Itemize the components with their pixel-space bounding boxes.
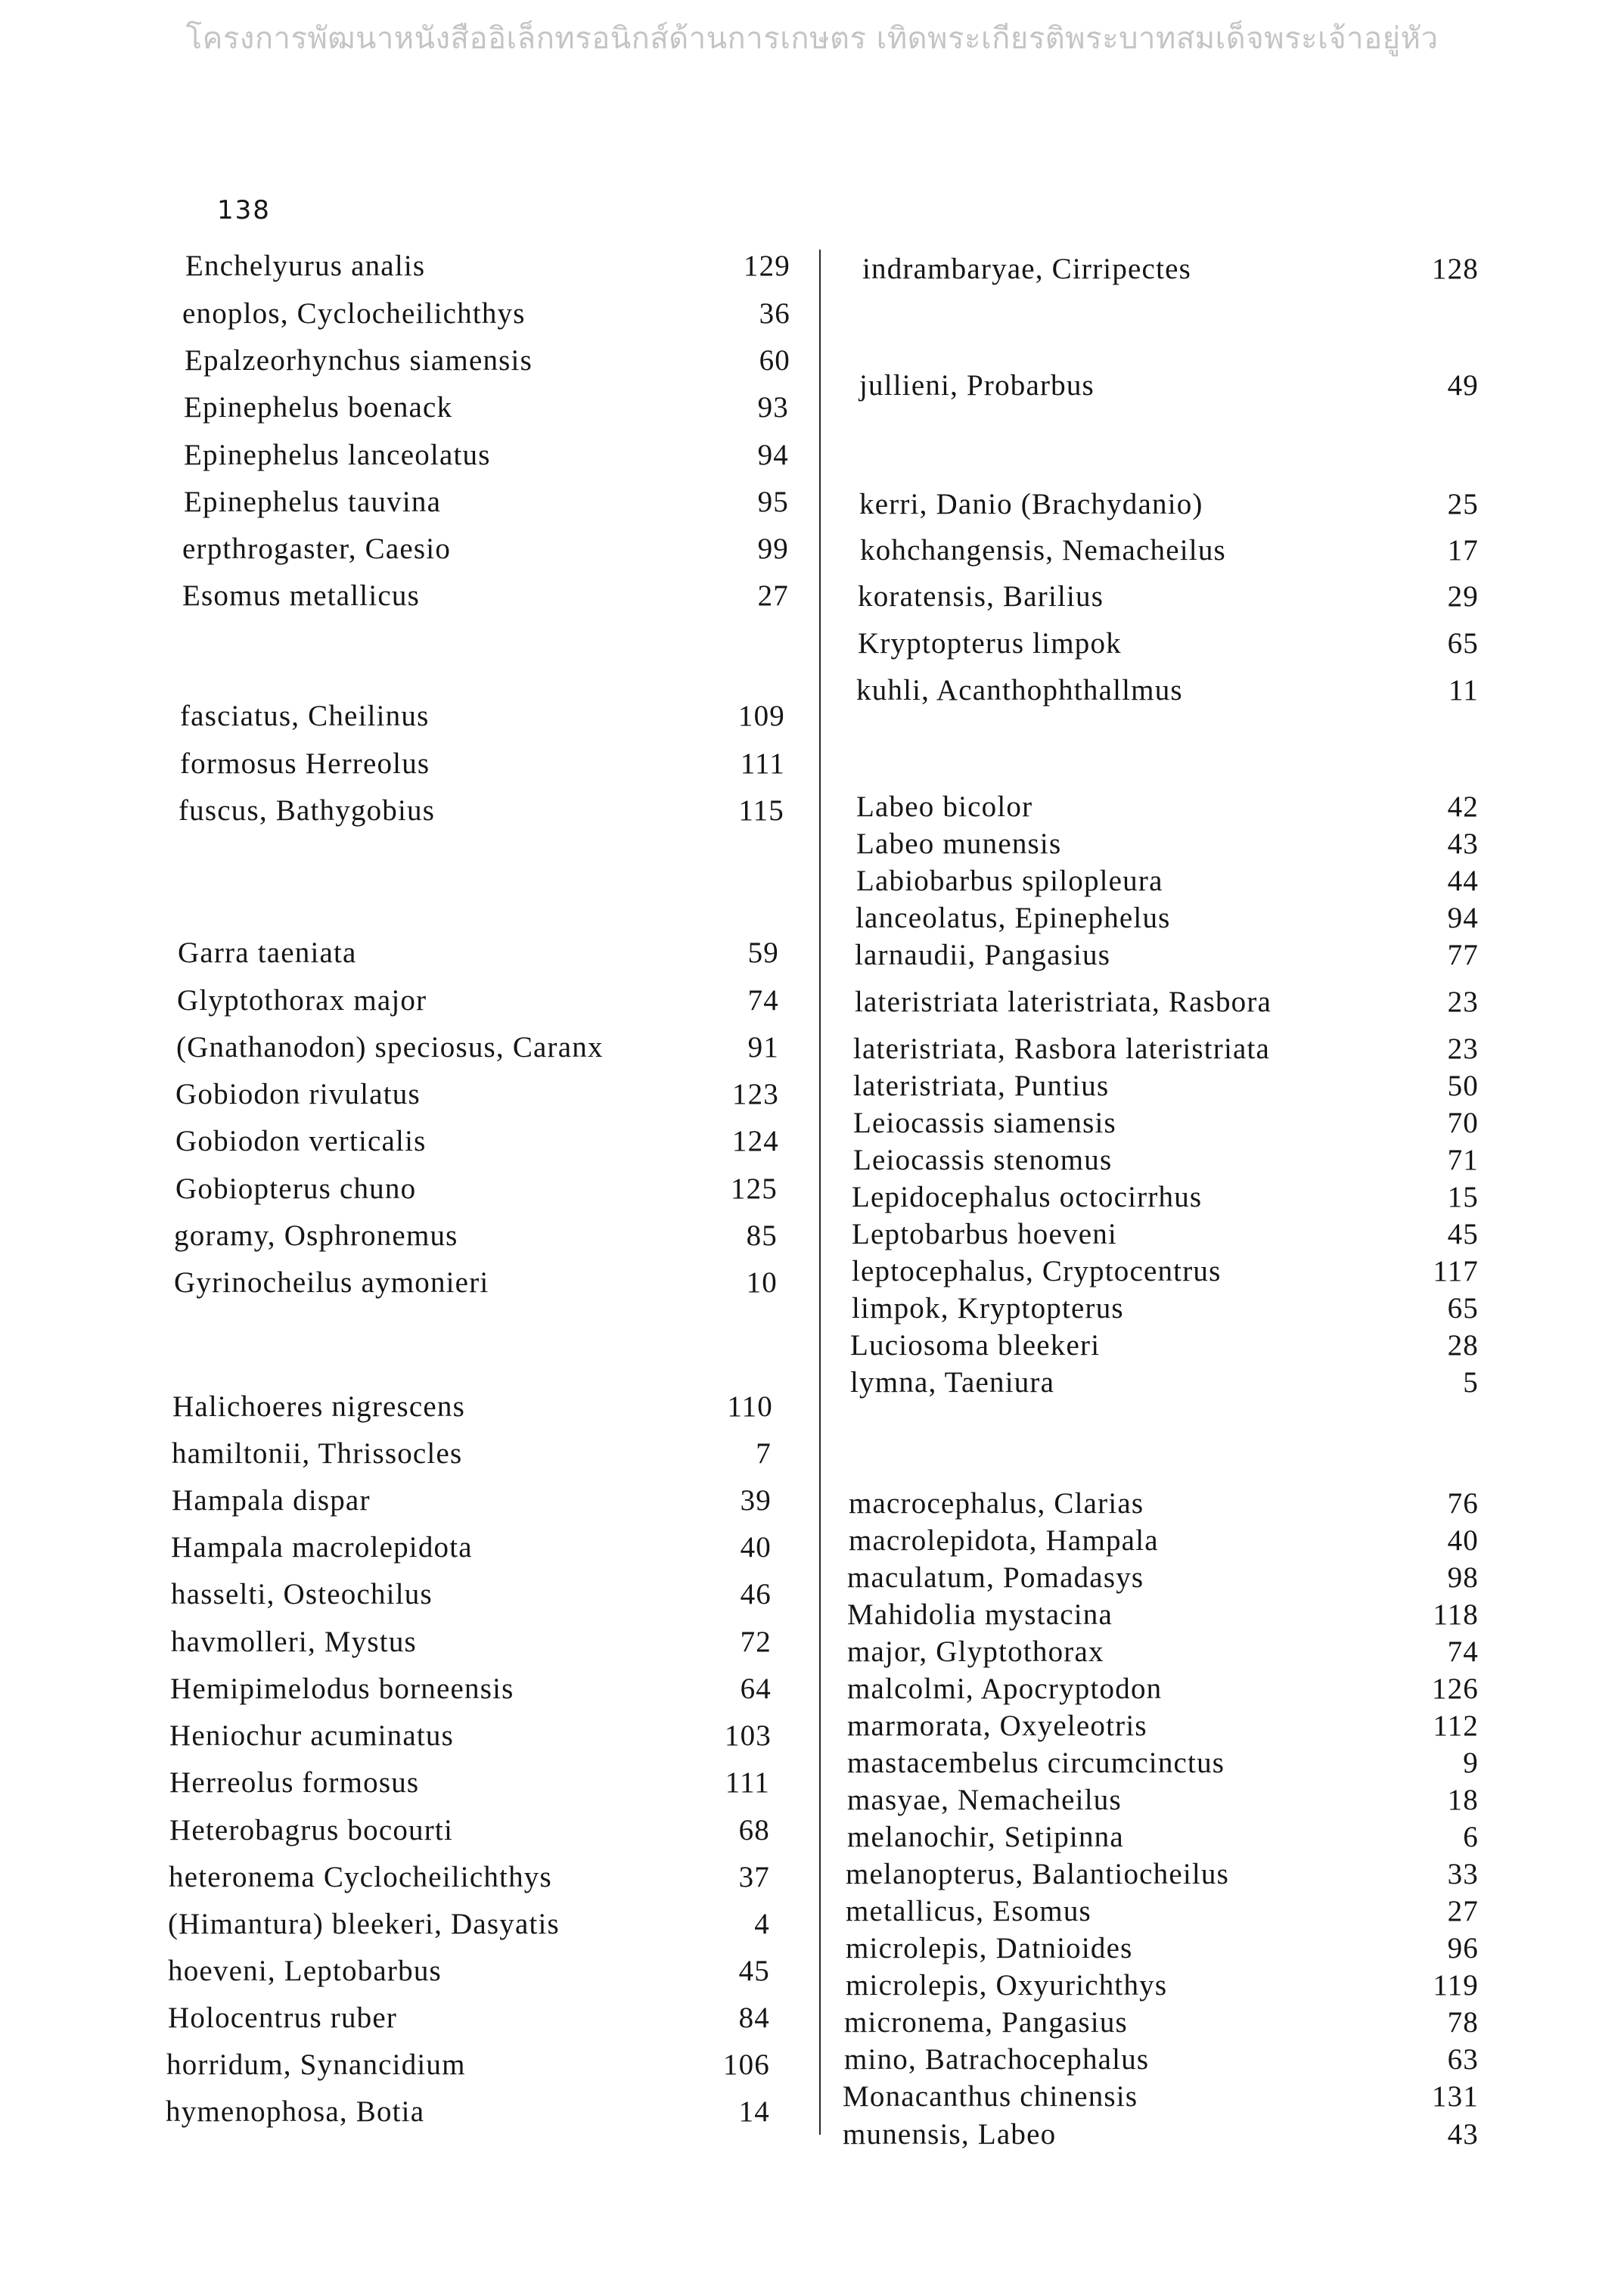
- species-name: fasciatus, Cheilinus: [180, 700, 430, 732]
- page-reference: 5: [1463, 1366, 1479, 1399]
- index-entry: [184, 439, 789, 472]
- species-name: Gobiopterus chuno: [175, 1172, 417, 1205]
- index-entry: [169, 1766, 770, 1800]
- index-entry: [852, 1292, 1479, 1325]
- page-reference: 94: [1447, 902, 1479, 934]
- species-name: hymenophosa, Botia: [166, 2095, 425, 2128]
- index-entry: [859, 488, 1479, 521]
- page-reference: 46: [740, 1578, 772, 1610]
- index-entry: [853, 1144, 1479, 1177]
- page-reference: 112: [1433, 1710, 1479, 1742]
- index-entry: [172, 1437, 772, 1471]
- index-entry: [855, 986, 1479, 1019]
- page-reference: 60: [759, 344, 790, 377]
- page-reference: 118: [1433, 1598, 1479, 1631]
- species-name: hamiltonii, Thrissocles: [172, 1437, 463, 1470]
- page-reference: 78: [1447, 2006, 1479, 2039]
- page-reference: 125: [730, 1172, 778, 1205]
- species-name: major, Glyptothorax: [847, 1635, 1104, 1668]
- index-entry: [850, 1329, 1479, 1362]
- species-name: lymna, Taeniura: [850, 1366, 1055, 1399]
- species-name: lateristriata lateristriata, Rasbora: [855, 986, 1272, 1018]
- page-reference: 84: [738, 2002, 770, 2034]
- page-number: 138: [217, 195, 271, 225]
- species-name: masyae, Nemacheilus: [847, 1784, 1122, 1816]
- index-entry: [858, 580, 1479, 613]
- page-reference: 65: [1447, 1292, 1479, 1325]
- page-reference: 42: [1447, 790, 1479, 823]
- index-entry: [847, 1561, 1479, 1595]
- index-entry: [855, 939, 1479, 972]
- species-name: Labeo munensis: [856, 828, 1062, 860]
- page-reference: 29: [1447, 580, 1479, 613]
- page-reference: 45: [738, 1955, 770, 1987]
- index-entry: [168, 1955, 770, 1988]
- index-entry: [179, 794, 784, 828]
- index-entry: [184, 391, 789, 424]
- index-entry: [182, 297, 790, 331]
- page-reference: 39: [740, 1484, 772, 1517]
- species-name: lateristriata, Puntius: [853, 1070, 1110, 1102]
- species-name: Glyptothorax major: [177, 984, 427, 1017]
- page-reference: 111: [740, 747, 785, 780]
- page-reference: 70: [1447, 1107, 1479, 1139]
- index-entry: [856, 828, 1479, 861]
- page-reference: 33: [1447, 1858, 1479, 1890]
- index-entry: [855, 902, 1479, 935]
- species-name: (Himantura) bleekeri, Dasyatis: [168, 1908, 560, 1940]
- index-entry: [843, 2118, 1479, 2151]
- page-reference: 15: [1447, 1181, 1479, 1213]
- index-entry: [844, 2006, 1479, 2039]
- index-right-column: [832, 0, 1624, 2289]
- page-reference: 110: [727, 1390, 773, 1423]
- species-name: Herreolus formosus: [169, 1766, 420, 1799]
- index-entry: [858, 627, 1479, 660]
- index-entry: [177, 984, 779, 1017]
- page-reference: 37: [738, 1861, 770, 1893]
- index-entry: [853, 1033, 1479, 1066]
- species-name: fuscus, Bathygobius: [179, 794, 436, 827]
- page-reference: 124: [731, 1125, 779, 1157]
- species-name: Epinephelus lanceolatus: [184, 439, 491, 471]
- index-entry: [856, 674, 1479, 707]
- index-entry: [847, 1747, 1479, 1780]
- species-name: Monacanthus chinensis: [843, 2080, 1138, 2113]
- species-name: maculatum, Pomadasys: [847, 1561, 1144, 1594]
- index-entry: [174, 1219, 778, 1253]
- page-reference: 95: [757, 486, 789, 518]
- species-name: Lepidocephalus octocirrhus: [852, 1181, 1203, 1213]
- page-reference: 74: [1447, 1635, 1479, 1668]
- species-name: marmorata, Oxyeleotris: [847, 1710, 1147, 1742]
- page-reference: 43: [1447, 828, 1479, 860]
- page-reference: 68: [738, 1814, 770, 1846]
- page-reference: 9: [1463, 1747, 1479, 1779]
- page-reference: 25: [1447, 488, 1479, 520]
- index-entry: [853, 1070, 1479, 1103]
- species-name: enoplos, Cyclocheilichthys: [182, 297, 526, 330]
- index-entry: [847, 1784, 1479, 1817]
- index-entry: [166, 2095, 770, 2129]
- index-entry: [170, 1672, 772, 1706]
- page-reference: 109: [737, 700, 785, 732]
- species-name: (Gnathanodon) speciosus, Caranx: [176, 1031, 604, 1064]
- index-entry: [171, 1626, 772, 1659]
- index-entry: [182, 533, 789, 566]
- species-name: Holocentrus ruber: [168, 2002, 398, 2034]
- page-reference: 7: [756, 1437, 772, 1470]
- species-name: Mahidolia mystacina: [847, 1598, 1113, 1631]
- index-entry: [175, 1078, 779, 1111]
- watermark-header: โครงการพัฒนาหนังสืออิเล็กทรอนิกส์ด้านการเกษตร เทิดพระเกียรติพระบาทสมเด็จพระเจ้าอยู่หัว: [185, 21, 1439, 56]
- index-entry: [860, 534, 1479, 567]
- species-name: Heniochur acuminatus: [169, 1719, 454, 1752]
- index-entry: [172, 1390, 773, 1424]
- index-entry: [175, 1172, 778, 1206]
- index-entry: [844, 2043, 1479, 2076]
- species-name: metallicus, Esomus: [846, 1895, 1091, 1927]
- page-reference: 23: [1447, 1033, 1479, 1065]
- species-name: formosus Herreolus: [180, 747, 430, 780]
- page-reference: 71: [1447, 1144, 1479, 1176]
- species-name: larnaudii, Pangasius: [855, 939, 1111, 971]
- page-reference: 49: [1447, 369, 1479, 402]
- index-entry: [849, 1524, 1479, 1558]
- page-reference: 131: [1431, 2080, 1479, 2113]
- page-reference: 63: [1447, 2043, 1479, 2076]
- index-entry: [176, 1031, 779, 1064]
- species-name: jullieni, Probarbus: [859, 369, 1095, 402]
- index-entry: [862, 253, 1479, 286]
- page-reference: 129: [743, 250, 790, 282]
- species-name: Epalzeorhynchus siamensis: [185, 344, 533, 377]
- page-reference: 27: [1447, 1895, 1479, 1927]
- page-reference: 91: [747, 1031, 779, 1064]
- page-reference: 106: [722, 2048, 770, 2081]
- page-reference: 18: [1447, 1784, 1479, 1816]
- index-entry: [185, 250, 790, 283]
- species-name: lateristriata, Rasbora lateristriata: [853, 1033, 1271, 1065]
- species-name: heteronema Cyclocheilichthys: [169, 1861, 552, 1893]
- page-reference: 72: [740, 1626, 772, 1658]
- page-reference: 14: [738, 2095, 770, 2128]
- page-reference: 98: [1447, 1561, 1479, 1594]
- species-name: hoeveni, Leptobarbus: [168, 1955, 442, 1987]
- index-entry: [166, 2048, 770, 2082]
- species-name: Kryptopterus limpok: [858, 627, 1122, 660]
- page-reference: 44: [1447, 865, 1479, 897]
- page-reference: 64: [740, 1672, 772, 1705]
- page-reference: 11: [1449, 674, 1479, 707]
- page-reference: 93: [757, 391, 789, 424]
- species-name: micronema, Pangasius: [844, 2006, 1128, 2039]
- index-entry: [843, 2080, 1479, 2114]
- index-entry: [846, 1858, 1479, 1891]
- species-name: Heterobagrus bocourti: [169, 1814, 454, 1846]
- page-reference: 4: [754, 1908, 770, 1940]
- index-entry: [852, 1181, 1479, 1214]
- page-reference: 36: [759, 297, 790, 330]
- index-entry: [847, 1821, 1479, 1854]
- page-reference: 28: [1447, 1329, 1479, 1362]
- page-reference: 126: [1431, 1672, 1479, 1705]
- index-entry: [178, 936, 779, 970]
- page-reference: 123: [731, 1078, 779, 1110]
- page-reference: 96: [1447, 1932, 1479, 1964]
- index-entry: [171, 1578, 772, 1611]
- page-reference: 119: [1433, 1969, 1479, 2002]
- species-name: Hemipimelodus borneensis: [170, 1672, 514, 1705]
- page-reference: 94: [757, 439, 789, 471]
- index-entry: [847, 1710, 1479, 1743]
- page-reference: 74: [747, 984, 779, 1017]
- species-name: Leptobarbus hoeveni: [852, 1218, 1117, 1250]
- index-entry: [852, 1218, 1479, 1251]
- page-reference: 103: [724, 1719, 772, 1752]
- index-entry: [859, 369, 1479, 402]
- index-entry: [184, 486, 789, 519]
- page-reference: 40: [1447, 1524, 1479, 1557]
- species-name: Epinephelus tauvina: [184, 486, 442, 518]
- index-entry: [846, 1895, 1479, 1928]
- index-entry: [856, 865, 1479, 898]
- species-name: microlepis, Datnioides: [846, 1932, 1133, 1964]
- species-name: Gobiodon rivulatus: [175, 1078, 421, 1110]
- species-name: Epinephelus boenack: [184, 391, 453, 424]
- index-entry: [185, 344, 790, 377]
- page-reference: 115: [738, 794, 784, 827]
- species-name: goramy, Osphronemus: [174, 1219, 458, 1252]
- index-entry: [847, 1672, 1479, 1706]
- species-name: Gobiodon verticalis: [175, 1125, 427, 1157]
- index-entry: [169, 1814, 770, 1847]
- index-entry: [846, 1932, 1479, 1965]
- species-name: kohchangensis, Nemacheilus: [860, 534, 1226, 567]
- index-entry: [847, 1635, 1479, 1669]
- index-entry: [169, 1861, 770, 1894]
- species-name: Hampala dispar: [172, 1484, 371, 1517]
- species-name: microlepis, Oxyurichthys: [846, 1969, 1168, 2002]
- page-reference: 10: [746, 1266, 778, 1299]
- page-reference: 23: [1447, 986, 1479, 1018]
- page-reference: 59: [747, 936, 779, 969]
- page-reference: 128: [1431, 253, 1479, 285]
- index-entry: [180, 700, 785, 733]
- species-name: lanceolatus, Epinephelus: [855, 902, 1171, 934]
- index-left-column: [0, 0, 809, 2289]
- index-entry: [174, 1266, 778, 1300]
- page-reference: 27: [757, 579, 789, 612]
- species-name: kerri, Danio (Brachydanio): [859, 488, 1203, 520]
- page-reference: 17: [1447, 534, 1479, 567]
- column-divider: [819, 250, 821, 2135]
- species-name: Hampala macrolepidota: [171, 1531, 473, 1564]
- page-reference: 99: [757, 533, 789, 565]
- species-name: mino, Batrachocephalus: [844, 2043, 1150, 2076]
- species-name: horridum, Synancidium: [166, 2048, 466, 2081]
- species-name: Labeo bicolor: [856, 790, 1033, 823]
- species-name: hasselti, Osteochilus: [171, 1578, 433, 1610]
- species-name: kuhli, Acanthophthallmus: [856, 674, 1183, 707]
- species-name: macrolepidota, Hampala: [849, 1524, 1159, 1557]
- index-entry: [168, 2002, 770, 2035]
- species-name: Halichoeres nigrescens: [172, 1390, 465, 1423]
- species-name: Gyrinocheilus aymonieri: [174, 1266, 489, 1299]
- species-name: melanochir, Setipinna: [847, 1821, 1124, 1853]
- index-entry: [180, 747, 785, 781]
- species-name: Labiobarbus spilopleura: [856, 865, 1163, 897]
- species-name: Enchelyurus analis: [185, 250, 426, 282]
- page-reference: 45: [1447, 1218, 1479, 1250]
- page-reference: 85: [746, 1219, 778, 1252]
- species-name: Esomus metallicus: [182, 579, 420, 612]
- index-entry: [175, 1125, 779, 1158]
- page-reference: 43: [1447, 2118, 1479, 2151]
- species-name: macrocephalus, Clarias: [849, 1487, 1144, 1520]
- species-name: havmolleri, Mystus: [171, 1626, 417, 1658]
- species-name: Luciosoma bleekeri: [850, 1329, 1101, 1362]
- index-entry: [182, 579, 789, 613]
- species-name: mastacembelus circumcinctus: [847, 1747, 1225, 1779]
- page-reference: 50: [1447, 1070, 1479, 1102]
- index-entry: [171, 1531, 772, 1564]
- species-name: munensis, Labeo: [843, 2118, 1057, 2151]
- index-entry: [850, 1366, 1479, 1399]
- species-name: Leiocassis siamensis: [853, 1107, 1116, 1139]
- index-entry: [847, 1598, 1479, 1632]
- index-entry: [169, 1719, 772, 1753]
- species-name: erpthrogaster, Caesio: [182, 533, 452, 565]
- index-entry: [852, 1255, 1479, 1288]
- page-reference: 65: [1447, 627, 1479, 660]
- species-name: limpok, Kryptopterus: [852, 1292, 1124, 1325]
- index-entry: [172, 1484, 772, 1517]
- species-name: koratensis, Barilius: [858, 580, 1104, 613]
- page-reference: 77: [1447, 939, 1479, 971]
- index-entry: [856, 790, 1479, 824]
- species-name: indrambaryae, Cirripectes: [862, 253, 1191, 285]
- index-entry: [849, 1487, 1479, 1520]
- index-entry: [846, 1969, 1479, 2002]
- species-name: leptocephalus, Cryptocentrus: [852, 1255, 1222, 1287]
- species-name: Leiocassis stenomus: [853, 1144, 1113, 1176]
- page-reference: 40: [740, 1531, 772, 1564]
- species-name: Garra taeniata: [178, 936, 357, 969]
- page-reference: 117: [1433, 1255, 1479, 1287]
- index-entry: [853, 1107, 1479, 1140]
- page-reference: 111: [725, 1766, 770, 1799]
- index-entry: [168, 1908, 770, 1941]
- page-reference: 76: [1447, 1487, 1479, 1520]
- page-reference: 6: [1463, 1821, 1479, 1853]
- species-name: melanopterus, Balantiocheilus: [846, 1858, 1230, 1890]
- species-name: malcolmi, Apocryptodon: [847, 1672, 1163, 1705]
